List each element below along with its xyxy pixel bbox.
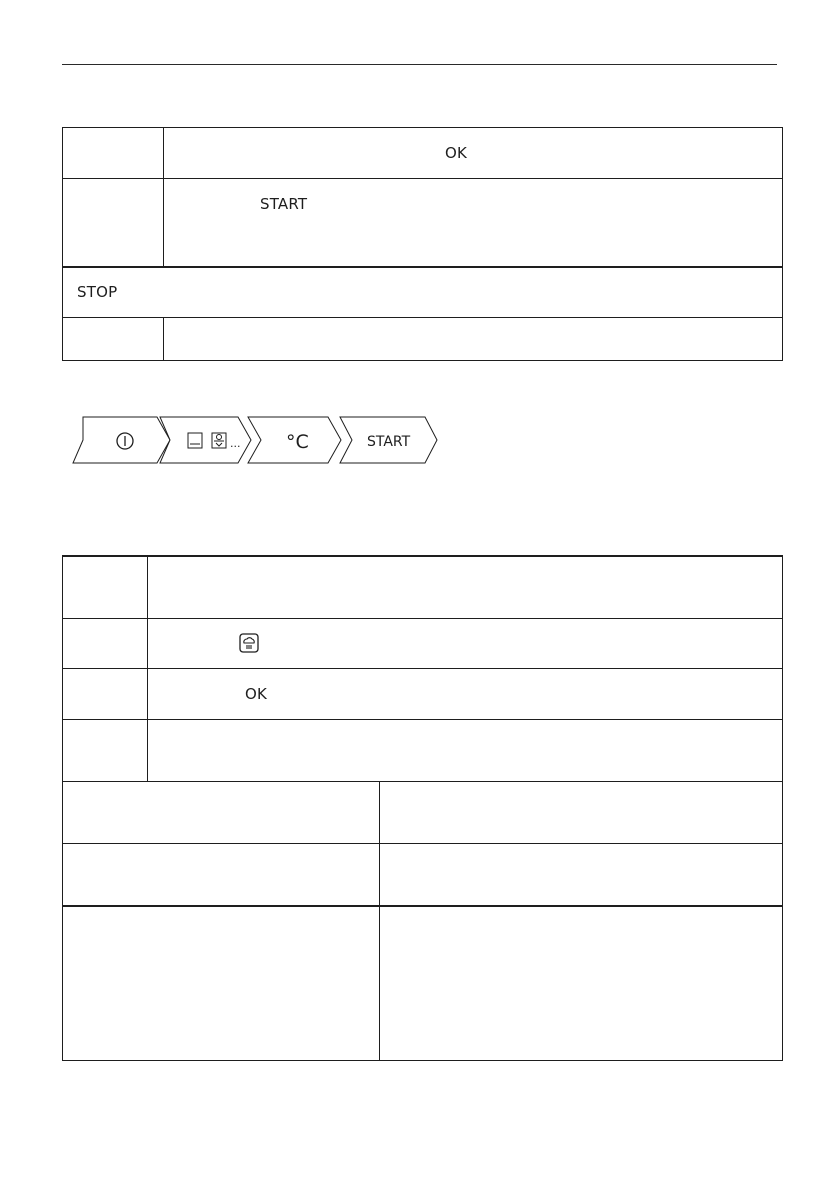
- left-cell: [63, 906, 380, 1061]
- step-cell: [63, 719, 148, 781]
- step-table: [62, 127, 783, 361]
- instruction-cell: [164, 318, 783, 361]
- table-row: [63, 318, 783, 361]
- table-row: [63, 128, 783, 179]
- ok-button-label: OK: [445, 144, 468, 162]
- stop-button-label: STOP: [77, 283, 118, 302]
- step-cell: [63, 668, 148, 719]
- procedure-table: [62, 555, 783, 782]
- more-functions-text: ...: [230, 437, 241, 450]
- instruction-cell: [164, 128, 783, 179]
- table-row: [63, 556, 783, 618]
- step-cell: [63, 318, 164, 361]
- left-cell: [63, 782, 380, 844]
- table-row: [63, 719, 783, 781]
- table-row: [63, 668, 783, 719]
- table-row: [63, 844, 783, 906]
- instruction-cell: [148, 556, 783, 618]
- right-cell: [380, 782, 783, 844]
- instruction-cell: [148, 719, 783, 781]
- header-rule: [62, 64, 777, 65]
- steam-cleaning-icon: [239, 633, 259, 653]
- step-cell: [63, 128, 164, 179]
- table-row: [63, 618, 783, 668]
- instruction-cell: [148, 668, 783, 719]
- step-cell: [63, 179, 164, 267]
- table-row: [63, 179, 783, 267]
- step-cell: [63, 556, 148, 618]
- ok-button-label: OK: [245, 684, 268, 703]
- info-table: [62, 781, 783, 1061]
- instruction-cell: [164, 179, 783, 267]
- right-cell: [380, 844, 783, 906]
- temperature-icon: °C: [286, 431, 309, 453]
- step-cell: [63, 618, 148, 668]
- instruction-cell: [148, 618, 783, 668]
- left-cell: [63, 844, 380, 906]
- table-row: [63, 782, 783, 844]
- right-cell: [380, 906, 783, 1061]
- table-row: [63, 267, 783, 318]
- flow-step-power: [73, 417, 170, 463]
- operation-flow: [70, 414, 440, 466]
- start-step-label: START: [367, 434, 411, 450]
- stop-cell: [63, 267, 783, 318]
- table-row: [63, 906, 783, 1061]
- start-button-label: START: [260, 195, 308, 213]
